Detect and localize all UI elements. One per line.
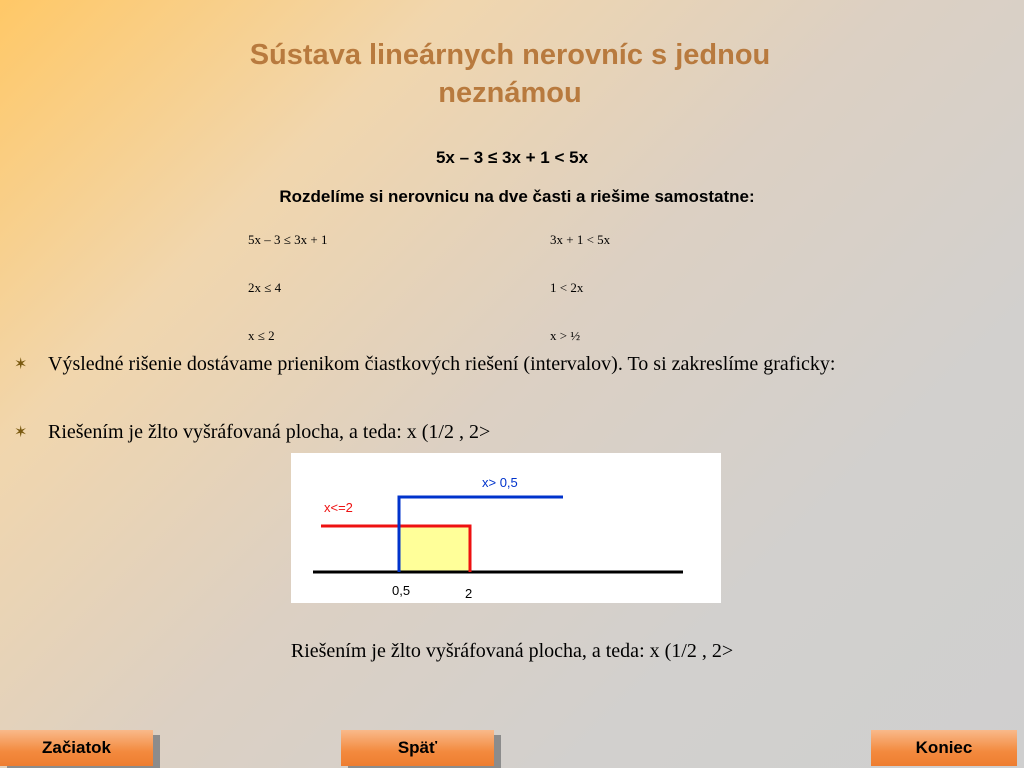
left-step-2: 2x ≤ 4 — [248, 280, 282, 295]
label-x-greater: x> 0,5 — [482, 475, 518, 490]
left-step-3: x ≤ 2 — [248, 328, 275, 343]
bullet-text-1: Výsledné rišenie dostávame prienikom čiastkových riešení (intervalov). To si zakreslíme graficky: — [48, 353, 836, 375]
star-bullet-icon: ✶ — [14, 424, 28, 441]
interval-diagram-svg — [291, 453, 721, 603]
main-inequality: 5x – 3 ≤ 3x + 1 < 5x — [435, 148, 589, 167]
left-step-1: 5x – 3 ≤ 3x + 1 — [248, 232, 328, 247]
right-step-1: 3x + 1 < 5x — [550, 232, 611, 247]
solution-caption: Riešením je žlto vyšráfovaná plocha, a teda: x (1/2 , 2> — [290, 640, 734, 662]
back-button[interactable]: Späť — [341, 730, 494, 766]
tick-label-2: 2 — [465, 586, 473, 601]
bullet-item-1 — [14, 350, 1004, 410]
bullet-text-2: Riešením je žlto vyšráfovaná plocha, a teda: x (1/2 , 2> — [48, 421, 491, 443]
end-button[interactable]: Koniec — [871, 730, 1017, 766]
subtitle: Rozdelíme si nerovnicu na dve časti a riešime samostatne: — [279, 187, 755, 206]
interval-diagram — [291, 453, 721, 603]
right-step-3: x > ½ — [550, 328, 581, 343]
solution-area — [399, 526, 470, 572]
start-button[interactable]: Začiatok — [0, 730, 153, 766]
tick-label-0-5: 0,5 — [392, 583, 411, 598]
right-step-2: 1 < 2x — [550, 280, 584, 295]
slide-title: Sústava lineárnych nerovníc s jednou neznámou — [249, 39, 771, 109]
bullet-item-2 — [14, 418, 1004, 448]
label-x-less-equal: x<=2 — [324, 500, 353, 515]
star-bullet-icon: ✶ — [14, 356, 28, 373]
